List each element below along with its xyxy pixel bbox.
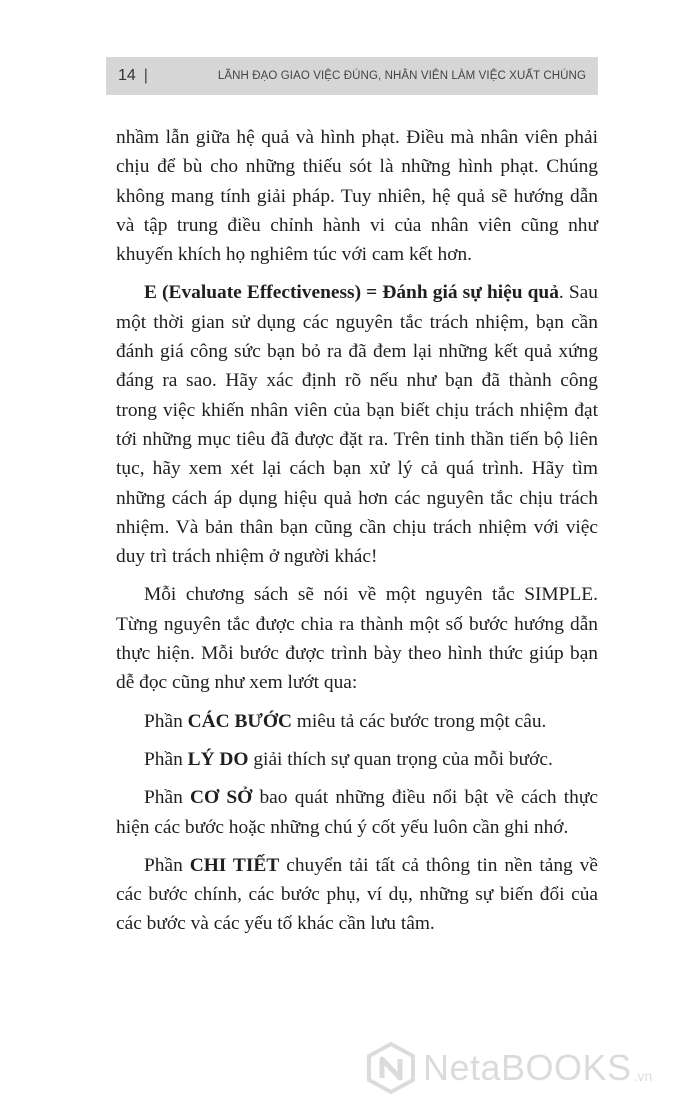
evaluate-heading: E (Evaluate Effectiveness) = Đánh giá sự hiệu quả <box>144 282 559 304</box>
watermark <box>365 1038 695 1098</box>
paragraph-cac-buoc: Phần CÁC BƯỚC miêu tả các bước trong một câu. <box>144 710 547 732</box>
paragraph-1: nhầm lẫn giữa hệ quả và hình phạt. Điều mà nhân viên phải chịu để bù cho những thiếu sót là những hình phạt. Chúng không mang tính giải pháp. Tuy nhiên, hệ quả sẽ hướng dẫn và tập trung điều chỉnh hành vi của nhân viên cũng như khuyến khích họ nghiêm túc với cam kết hơn. <box>116 127 598 266</box>
paragraph-ly-do: Phần LÝ DO giải thích sự quan trọng của mỗi bước. <box>144 748 553 770</box>
body-text <box>116 123 598 948</box>
term-ly-do: LÝ DO <box>187 748 249 770</box>
page-header <box>106 57 598 95</box>
paragraph-chi-tiet: Phần CHI TIẾT chuyển tải tất cả thông tin nền tảng về các bước chính, các bước phụ, ví dụ, những sự biến đổi của các bước và các yếu tố khác cần lưu tâm. <box>116 854 598 935</box>
term-chi-tiet: CHI TIẾT <box>189 854 280 876</box>
term-cac-buoc: CÁC BƯỚC <box>187 710 292 732</box>
term-co-so: CƠ SỞ <box>190 787 253 809</box>
running-title: LÃNH ĐẠO GIAO VIỆC ĐÚNG, NHÂN VIÊN LÀM VIỆC XUẤT CHÚNG <box>217 70 586 82</box>
netabooks-logo-icon <box>365 1042 417 1094</box>
paragraph-co-so: Phần CƠ SỞ bao quát những điều nổi bật về cách thực hiện các bước hoặc những chú ý cốt yếu luôn cần ghi nhớ. <box>116 787 598 838</box>
watermark-suffix: .vn <box>633 1068 653 1084</box>
header-separator: | <box>143 67 148 84</box>
page-number: 14 <box>118 67 136 84</box>
paragraph-3: Mỗi chương sách sẽ nói về một nguyên tắc SIMPLE. Từng nguyên tắc được chia ra thành một số bước hướng dẫn thực hiện. Mỗi bước được trình bày theo hình thức giúp bạn dễ đọc cũng như xem lướt qua: <box>116 584 598 694</box>
paragraph-2: E (Evaluate Effectiveness) = Đánh giá sự hiệu quả. Sau một thời gian sử dụng các nguyên tắc trách nhiệm, bạn cần đánh giá công sức bạn bỏ ra đã đem lại những kết quả xứng đáng ra sao. Hãy xác định rõ nếu như bạn đã thành công trong việc khiến nhân viên của bạn biết chịu trách nhiệm đạt tới những mục tiêu đã được đặt ra. Trên tinh thần tiến bộ liên tục, hãy xem xét lại cách bạn xử lý cả quá trình. Hãy tìm những cách áp dụng hiệu quả hơn các nguyên tắc chịu trách nhiệm. Và bản thân bạn cũng cần chịu trách nhiệm với việc duy trì trách nhiệm ở người khác! <box>116 282 598 568</box>
watermark-brand: NetaBOOKS <box>423 1047 632 1088</box>
